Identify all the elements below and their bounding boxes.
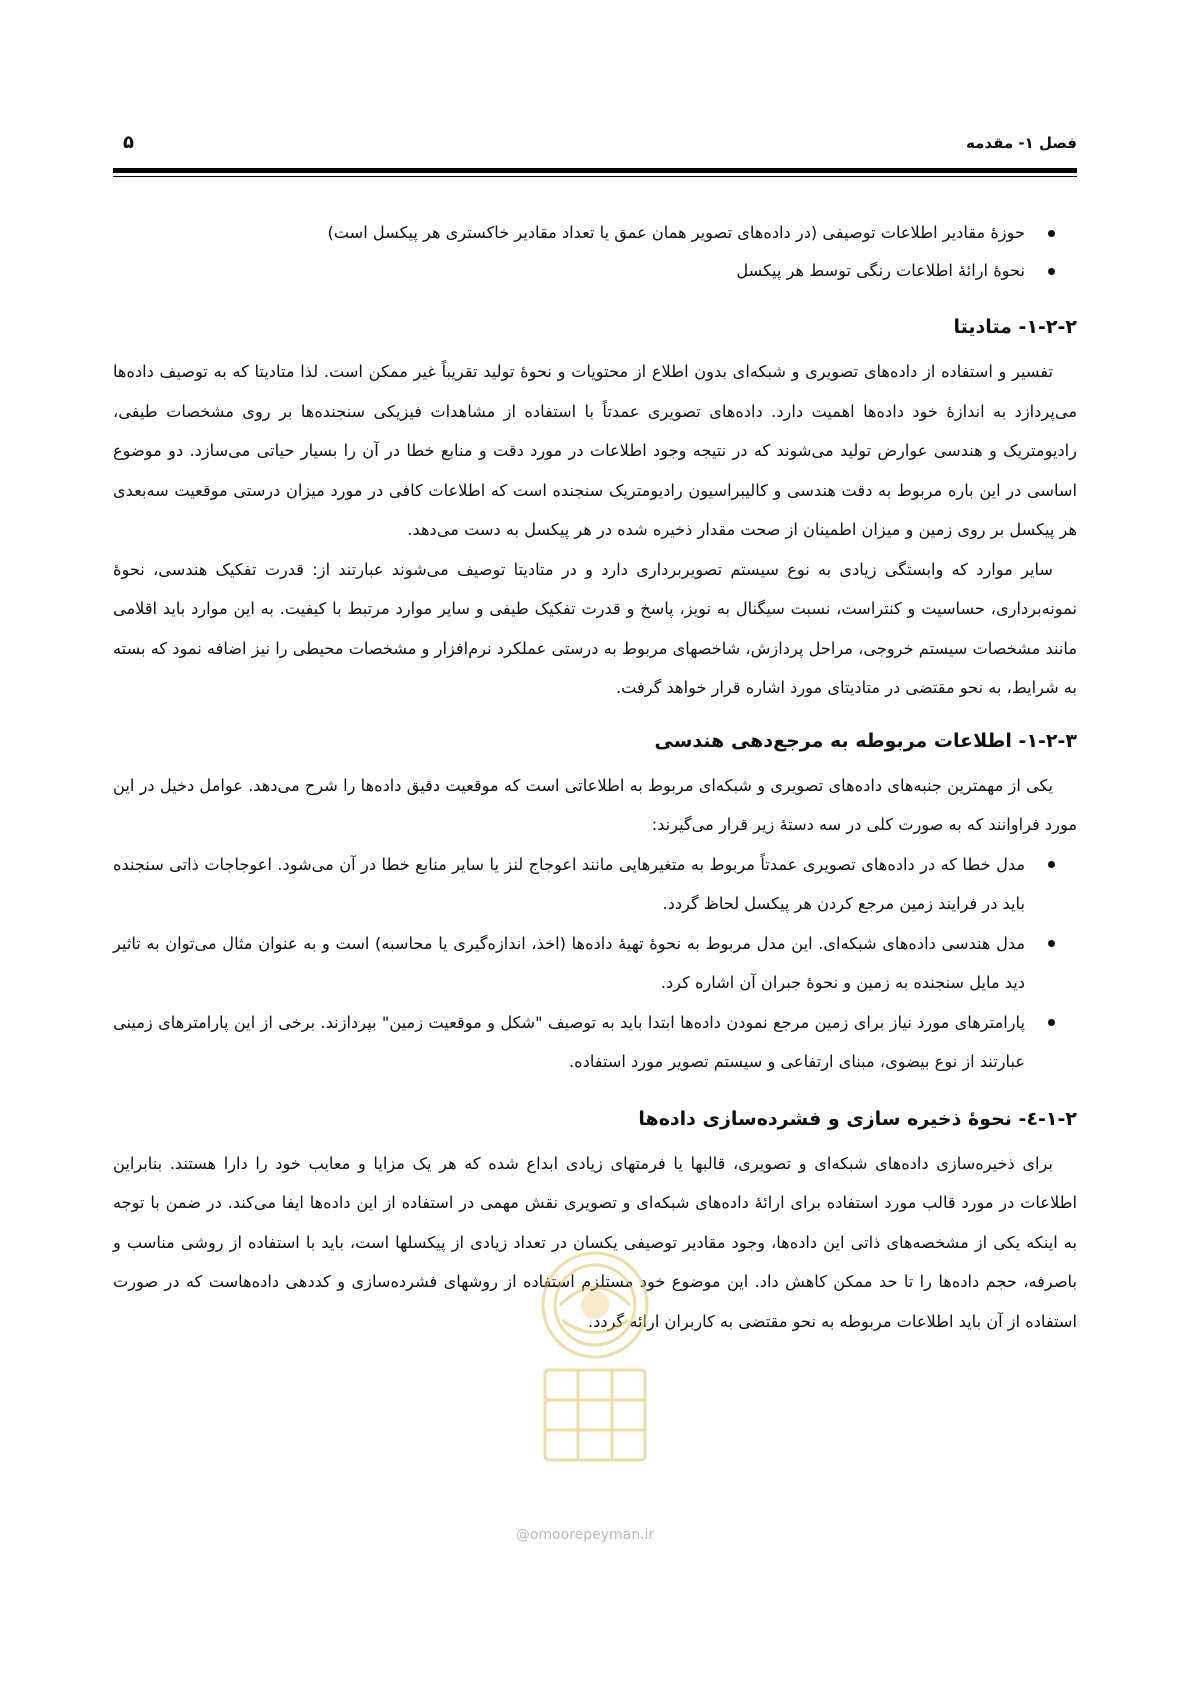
chapter-title: فصل ۱- مقدمه [966, 134, 1077, 152]
bullet-text: نحوهٔ ارائهٔ اطلاعات رنگی توسط هر پیکسل [736, 261, 1025, 280]
watermark-logo-icon [500, 1235, 690, 1485]
georeferencing-bullet-list [113, 845, 1077, 1082]
section-heading-metadata: ۱-۲-۲- متادیتا [953, 316, 1077, 338]
georeferencing-paragraph: یکی از مهمترین جنبه‌های داده‌های تصویری و شبکه‌ای مربوط به اطلاعاتی است که موقعیت دقیق داده‌ها را شرح می‌دهد. عوامل دخیل در این مورد فراوانند که به صورت کلی در سه دستهٔ زیر قرار می‌گیرند: [113, 775, 1077, 834]
bullet-text: حوزهٔ مقادیر اطلاعات توصیفی (در داده‌های تصویر همان عمق یا تعداد مقادیر خاکستری هر پیکسل است) [327, 223, 1025, 242]
storage-paragraph: برای ذخیره‌سازی داده‌های شبکه‌ای و تصویری، قالبها یا فرمتهای زیادی ابداع شده که هر یک مزایا و معایب خود را دارا هستند. بنابراین اطلاعات در مورد قالب مورد استفاده برای ارائهٔ داده‌های شبکه‌ای و تصویری نقش مهمی در استفاده از این داده‌ها ایفا می‌کند. در ضمن با توجه به اینکه یکی از مشخصه‌های ذاتی این داده‌ها، وجود مقادیر توصیفی یکسان در تعداد زیادی از پیکسلها است، باید با استفاده از روشی مناسب و باصرفه، حجم داده‌ها را تا حد ممکن کاهش داد. این موضوع خود مستلزم استفاده از روشهای فشرده‌سازی و کددهی داده‌هاست که در صورت استفاده از آن باید اطلاعات مربوطه به نحو مقتضی به کاربران ارائه گردد. [113, 1153, 1077, 1331]
intro-bullet-1 [113, 214, 1077, 252]
page-number: ۵ [123, 132, 134, 153]
metadata-paragraph-1: تفسیر و استفاده از داده‌های تصویری و شبکه‌ای بدون اطلاع از محتویات و نحوهٔ تولید تقریباً غیر ممکن است. لذا متادیتا که به توصیف داده‌ها می‌پردازد به اندازهٔ خود داده‌ها اهمیت دارد. داده‌های تصویری عمدتاً با استفاده از مشاهدات فیزیکی سنجنده‌ها بر روی مشخصات طیفی، رادیومتریک و هندسی عوارض تولید می‌شوند که در نتیجه وجود اطلاعات در مورد دقت و منابع خطا در آن را بسیار حیاتی می‌سازد. دو موضوع اساسی در این باره مربوط به دقت هندسی و کالیبراسیون رادیومتریک سنجنده است که اطلاعات کافی در مورد میزان درستی موقعیت سه‌بعدی هر پیکسل بر روی زمین و میزان اطمینان از صحت مقدار ذخیره شده در هر پیکسل به دست می‌دهد. [113, 362, 1077, 539]
header-rule-thick [113, 168, 1077, 173]
page-header [113, 128, 1077, 158]
bullet-text: مدل خطا که در داده‌های تصویری عمدتاً مربوط به متغیرهایی مانند اعوجاج لنز یا سایر منابع خطا در آن می‌شود. اعوجاجات ذاتی سنجنده باید در فرایند زمین مرجع کردن هر پیکسل لحاظ گردد. [113, 854, 1025, 913]
bullet-dot-icon [1048, 230, 1055, 237]
georeferencing-bullet-1 [113, 845, 1077, 924]
bullet-dot-icon [1048, 861, 1055, 868]
bullet-text: مدل هندسی داده‌های شبکه‌ای. این مدل مربوط به نحوهٔ تهیهٔ داده‌ها (اخذ، اندازه‌گیری یا محاسبه) است و به عنوان مثال می‌توان به تاثیر دید مایل سنجنده به زمین و نحوهٔ جبران آن اشاره کرد. [113, 933, 1025, 992]
georeferencing-bullet-2 [113, 924, 1077, 1003]
bullet-dot-icon [1048, 1019, 1055, 1026]
header-rule-thin [113, 176, 1077, 177]
watermark-url: @omoorepeyman.ir [515, 1527, 655, 1543]
intro-bullet-list [113, 214, 1077, 290]
section-heading-storage: ۱-۲-٤- نحوهٔ ذخیره سازی و فشرده‌سازی داده‌ها [638, 1107, 1077, 1130]
page-body [113, 214, 1077, 1341]
bullet-dot-icon [1048, 940, 1055, 947]
metadata-paragraph-2: سایر موارد که وابستگی زیادی به نوع سیستم تصویربرداری دارد و در متادیتا توصیف می‌شوند عبارتند از: قدرت تفکیک هندسی، نحوهٔ نمونه‌برداری، حساسیت و کنتراست، نسبت سیگنال به نویز، پاسخ و قدرت تفکیک طیفی و سایر موارد مرتبط با کیفیت. به این موارد باید اقلامی مانند مشخصات سیستم خروجی، مراحل پردازش، شاخصهای مربوط به درستی عملکرد نرم‌افزار و مشخصات محیطی را نیز اضافه نمود که بسته به شرایط، به نحو مقتضی در متادیتای مورد اشاره قرار خواهد گرفت. [113, 559, 1077, 697]
section-heading-georeferencing: ۱-۲-۳- اطلاعات مربوطه به مرجع‌دهی هندسی [654, 729, 1077, 752]
intro-bullet-2 [113, 252, 1077, 290]
bullet-text: پارامترهای مورد نیاز برای زمین مرجع نمودن داده‌ها ابتدا باید به توصیف "شکل و موقعیت زمین" بپردازند. برخی از این پارامترهای زمینی عبارتند از نوع بیضوی، مبنای ارتفاعی و سیستم تصویر مورد استفاده. [113, 1012, 1025, 1071]
georeferencing-bullet-3 [113, 1003, 1077, 1082]
bullet-dot-icon [1048, 268, 1055, 275]
